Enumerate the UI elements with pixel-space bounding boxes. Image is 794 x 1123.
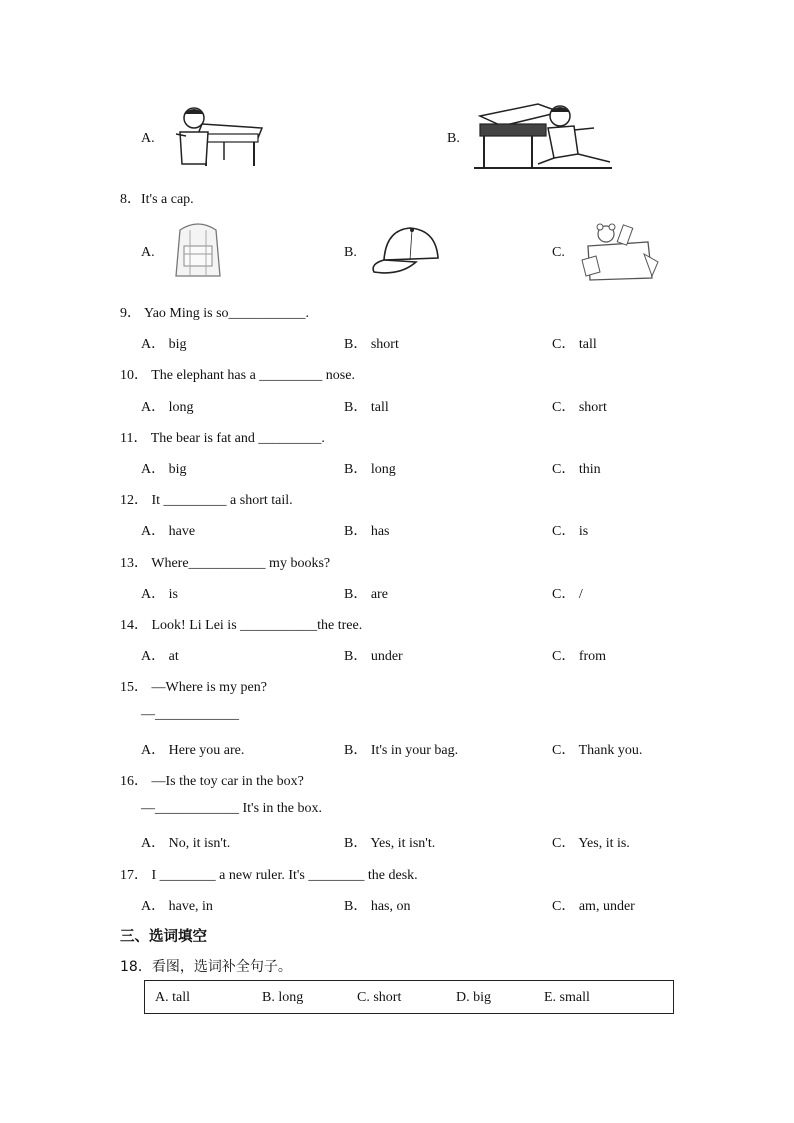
q11-stem: 11． The bear is fat and _________. — [120, 431, 325, 446]
boy-under-desk-image — [474, 102, 614, 172]
section-heading: 三、选词填空 — [120, 929, 207, 945]
q11-option-c: C． thin — [552, 462, 601, 477]
q15-option-c: C． Thank you. — [552, 743, 643, 758]
q15-answer-line: —____________ — [141, 707, 239, 722]
q15-stem: 15． —Where is my pen? — [120, 680, 267, 695]
q7-option-a-label: A. — [141, 131, 155, 146]
backpack-image — [170, 220, 226, 282]
q9-stem: 9． Yao Ming is so___________. — [120, 306, 310, 321]
q13-option-c: C． / — [552, 587, 583, 602]
q12-option-c: C． is — [552, 524, 589, 539]
word-bank-box — [144, 980, 674, 1014]
word-bank-item: A. tall — [155, 990, 190, 1005]
q8-option-b: B. — [344, 245, 357, 260]
q10-option-a: A． long — [141, 400, 194, 415]
q18-stem: 18．看图，选词补全句子。 — [120, 959, 292, 975]
q16-option-b: B． Yes, it isn't. — [344, 836, 436, 851]
q12-stem: 12． It _________ a short tail. — [120, 493, 293, 508]
q17-option-a: A． have, in — [141, 899, 213, 914]
q10-option-b: B． tall — [344, 400, 389, 415]
q13-option-b: B． are — [344, 587, 388, 602]
q16-stem: 16． —Is the toy car in the box? — [120, 774, 304, 789]
q16-answer-line: —____________ It's in the box. — [141, 801, 323, 816]
q13-stem: 13． Where___________ my books? — [120, 556, 331, 571]
q8-option-a: A. — [141, 245, 155, 260]
q9-option-a: A． big — [141, 337, 187, 352]
q15-option-a: A． Here you are. — [141, 743, 245, 758]
cap-image — [370, 224, 444, 280]
q10-stem: 10． The elephant has a _________ nose. — [120, 368, 355, 383]
q12-option-b: B． has — [344, 524, 390, 539]
word-bank-item: E. small — [544, 990, 590, 1005]
q7-option-b-label: B. — [447, 131, 460, 146]
word-bank-item: C. short — [357, 990, 402, 1005]
q15-option-b: B． It's in your bag. — [344, 743, 459, 758]
q11-option-a: A． big — [141, 462, 187, 477]
q11-option-b: B． long — [344, 462, 396, 477]
word-bank-item: B. long — [262, 990, 304, 1005]
q14-option-c: C． from — [552, 649, 607, 664]
q10-option-c: C． short — [552, 400, 607, 415]
toy-box-image — [578, 218, 662, 284]
q8-option-c: C. — [552, 245, 565, 260]
q14-option-b: B． under — [344, 649, 403, 664]
q16-option-c: C． Yes, it is. — [552, 836, 630, 851]
q17-stem: 17． I ________ a new ruler. It's ________ the desk. — [120, 868, 418, 883]
q9-option-b: B． short — [344, 337, 399, 352]
q17-option-b: B． has, on — [344, 899, 411, 914]
q14-stem: 14． Look! Li Lei is ___________the tree. — [120, 618, 363, 633]
q14-option-a: A． at — [141, 649, 179, 664]
word-bank-item: D. big — [456, 990, 491, 1005]
q12-option-a: A． have — [141, 524, 196, 539]
q8-stem: 8．It's a cap. — [120, 192, 194, 207]
q16-option-a: A． No, it isn't. — [141, 836, 231, 851]
q9-option-c: C． tall — [552, 337, 597, 352]
q17-option-c: C． am, under — [552, 899, 635, 914]
boy-beside-desk-image — [172, 106, 264, 168]
q13-option-a: A． is — [141, 587, 178, 602]
